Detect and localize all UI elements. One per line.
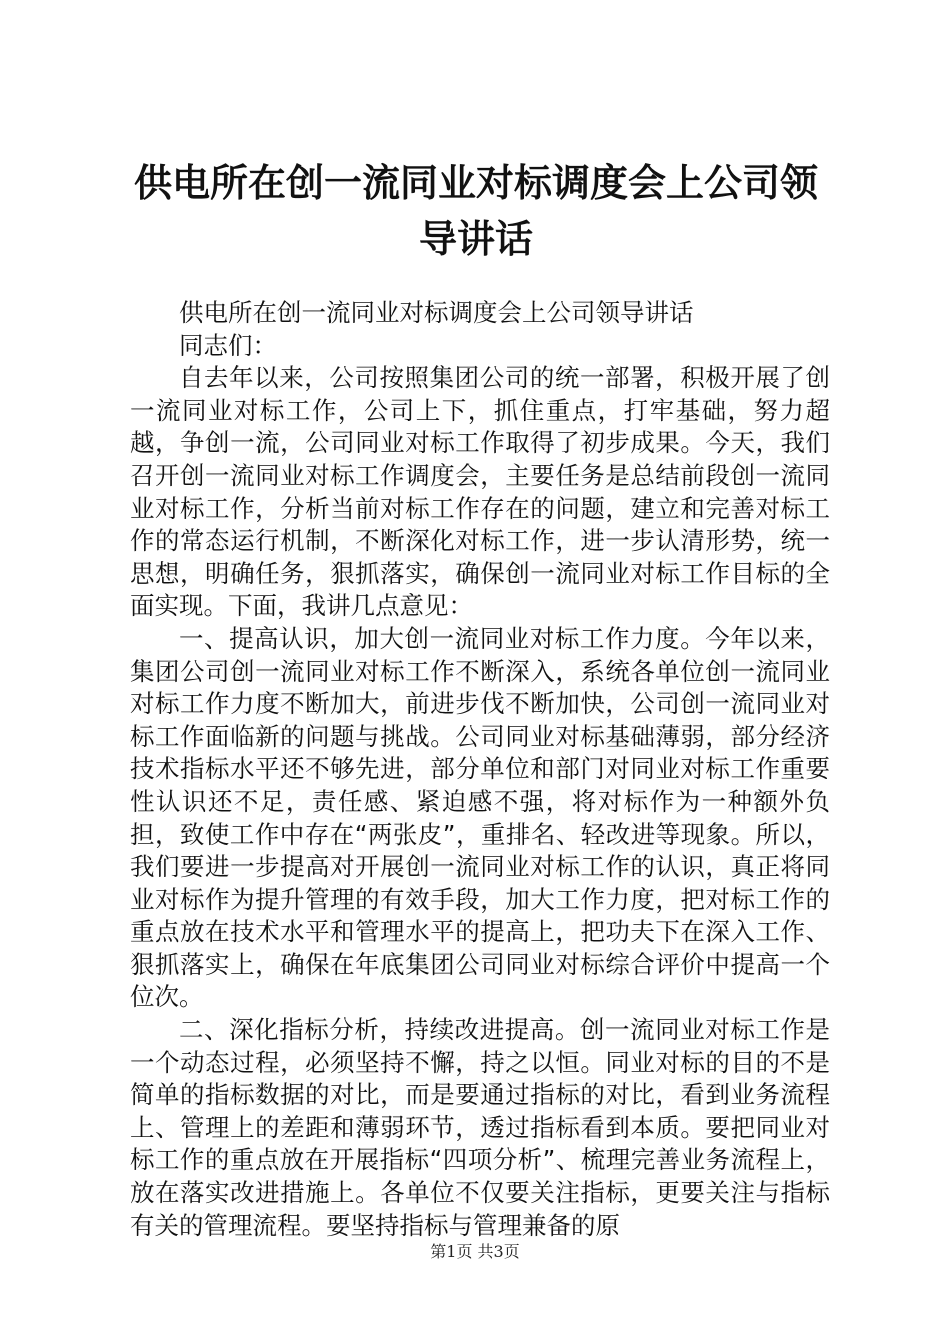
intro-paragraph: 自去年以来，公司按照集团公司的统一部署，积极开展了创一流同业对标工作，公司上下，抓住重点，打牢基础，努力超越，争创一流，公司同业对标工作取得了初步成果。今天，我们召开创一流同业对标工作调度会，主要任务是总结前段创一流同业对标工作，分析当前对标工作存在的问题，建立和完善对标工作的常态运行机制，不断深化对标工作，进一步认清形势，统一思想，明确任务，狠抓落实，确保创一流同业对标工作目标的全面实现。下面，我讲几点意见： <box>130 363 830 621</box>
section-one-paragraph: 一、提高认识，加大创一流同业对标工作力度。今年以来，集团公司创一流同业对标工作不断深入，系统各单位创一流同业对标工作力度不断加大，前进步伐不断加快，公司创一流同业对标工作面临新的问题与挑战。公司同业对标基础薄弱，部分经济技术指标水平还不够先进，部分单位和部门对同业对标工作重要性认识还不足，责任感、紧迫感不强，将对标作为一种额外负担，致使工作中存在“两张皮”，重排名、轻改进等现象。所以，我们要进一步提高对开展创一流同业对标工作的认识，真正将同业对标作为提升管理的有效手段，加大工作力度，把对标工作的重点放在技术水平和管理水平的提高上，把功夫下在深入工作、狠抓落实上，确保在年底集团公司同业对标综合评价中提高一个位次。 <box>130 623 830 1012</box>
document-title: 供电所在创一流同业对标调度会上公司领导讲话 <box>133 160 818 261</box>
document-body <box>130 297 830 1242</box>
subtitle-paragraph: 供电所在创一流同业对标调度会上公司领导讲话 <box>179 298 694 327</box>
section-two-paragraph: 二、深化指标分析，持续改进提高。创一流同业对标工作是一个动态过程，必须坚持不懈，持之以恒。同业对标的目的不是简单的指标数据的对比，而是要通过指标的对比，看到业务流程上、管理上的差距和薄弱环节，透过指标看到本质。要把同业对标工作的重点放在开展指标“四项分析”、梳理完善业务流程上，放在落实改进措施上。各单位不仅要关注指标，更要关注与指标有关的管理流程。要坚持指标与管理兼备的原 <box>130 1015 830 1240</box>
salutation-paragraph: 同志们： <box>179 330 277 360</box>
page-number-footer: 第1页 共3页 <box>430 1242 520 1261</box>
